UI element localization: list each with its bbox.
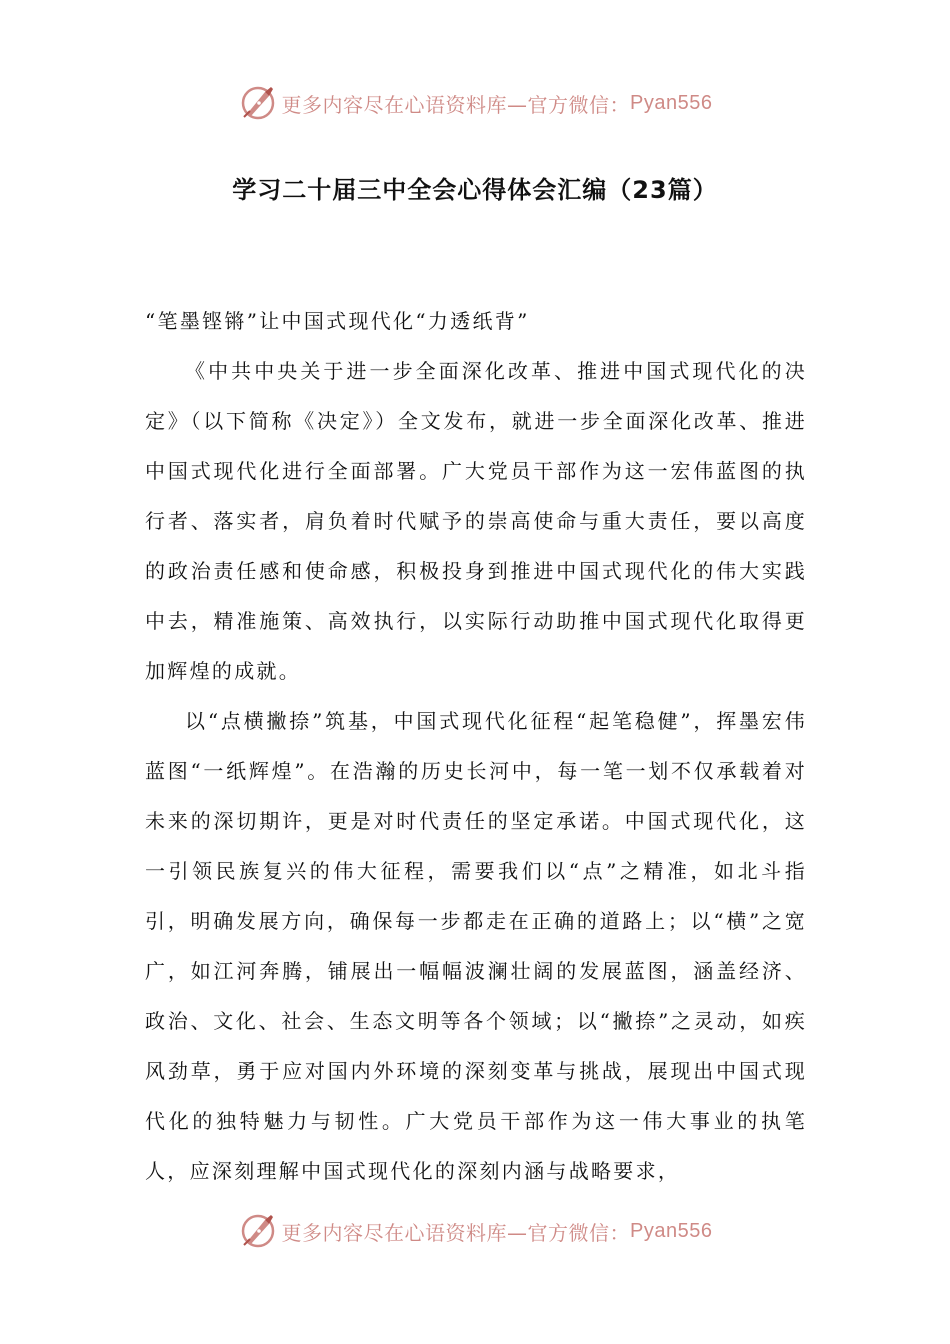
footer-watermark — [0, 1208, 950, 1254]
header-watermark — [0, 80, 950, 126]
pen-nib-seal-icon — [238, 1211, 278, 1251]
watermark-wechat-id: Pyan556 — [630, 91, 713, 114]
watermark-wechat-id: Pyan556 — [630, 1219, 713, 1242]
watermark-text: 更多内容尽在心语资料库—官方微信： — [281, 92, 631, 117]
watermark-text: 更多内容尽在心语资料库—官方微信： — [281, 1220, 631, 1245]
paragraph: 以“点横撇捺”筑基，中国式现代化征程“起笔稳健”，挥墨宏伟蓝图“一纸辉煌”。在浩瀚的历史长河中，每一笔一划不仅承载着对未来的深切期许，更是对时代责任的坚定承诺。中国式现代化，这一引领民族复兴的伟大征程，需要我们以“点”之精准，如北斗指引，明确发展方向，确保每一步都走在正确的道路上；以“横”之宽广，如江河奔腾，铺展出一幅幅波澜壮阔的发展蓝图，涵盖经济、政治、文化、社会、生态文明等各个领域；以“撇捺”之灵动，如疾风劲草，勇于应对国内外环境的深刻变革与挑战，展现出中国式现代化的独特魅力与韧性。广大党员干部作为这一伟大事业的执笔人，应深刻理解中国式现代化的深刻内涵与战略要求， — [145, 709, 807, 1183]
pen-nib-seal-icon — [238, 83, 278, 123]
article-subtitle: “笔墨铿锵”让中国式现代化“力透纸背” — [145, 309, 530, 333]
article-body — [145, 296, 807, 1196]
paragraph: 《中共中央关于进一步全面深化改革、推进中国式现代化的决定》（以下简称《决定》）全文发布，就进一步全面深化改革、推进中国式现代化进行全面部署。广大党员干部作为这一宏伟蓝图的执行者、落实者，肩负着时代赋予的崇高使命与重大责任，要以高度的政治责任感和使命感，积极投身到推进中国式现代化的伟大实践中去，精准施策、高效执行，以实际行动助推中国式现代化取得更加辉煌的成就。 — [145, 359, 807, 683]
document-title: 学习二十届三中全会心得体会汇编（23篇） — [232, 176, 718, 204]
